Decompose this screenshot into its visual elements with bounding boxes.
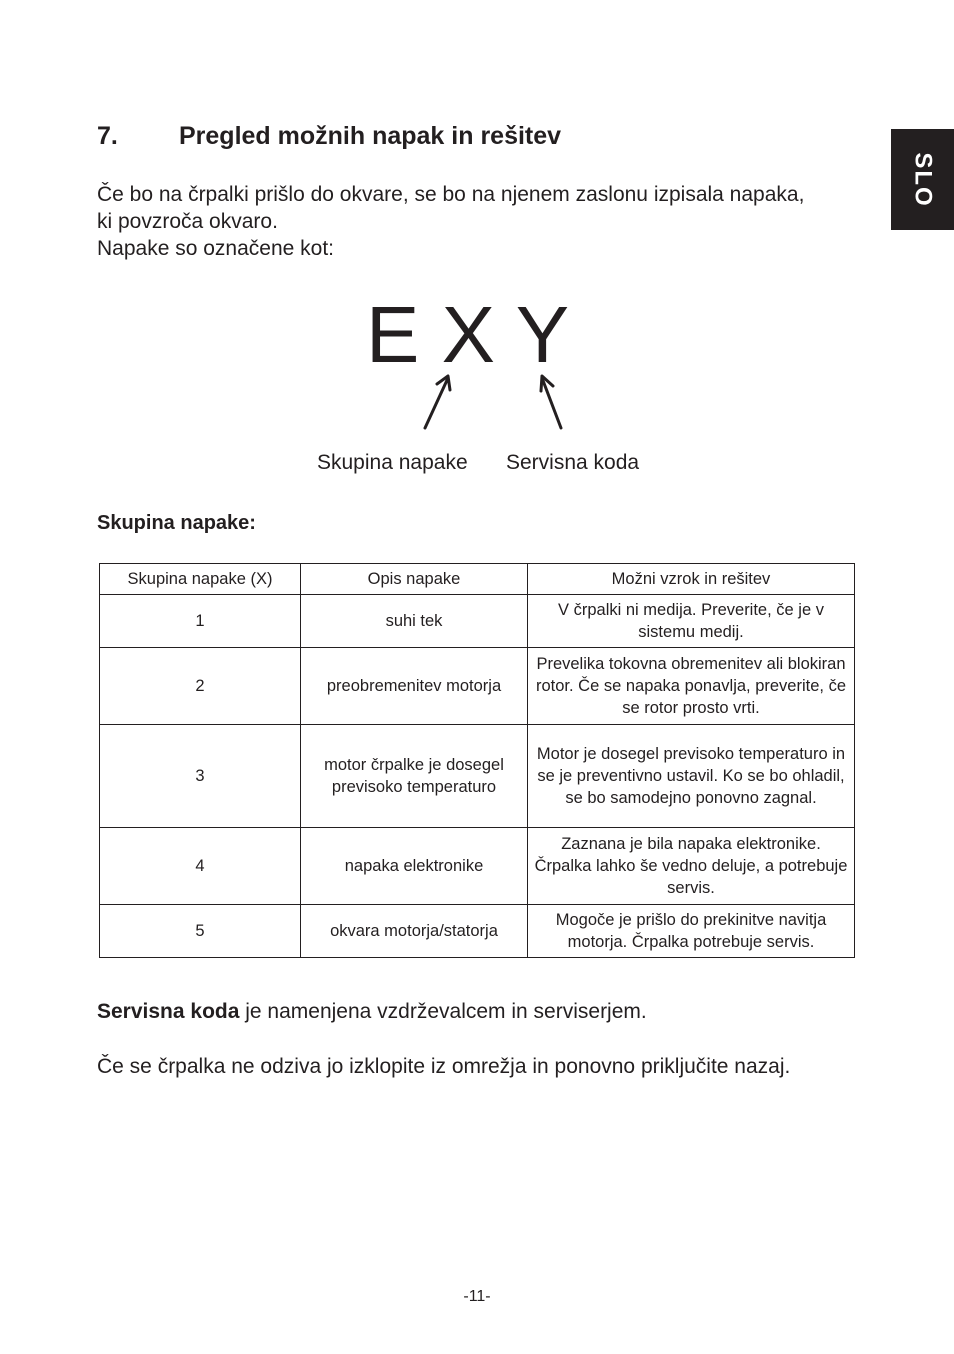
intro-line-1: Če bo na črpalki prišlo do okvare, se bo na njenem zaslonu izpisala napaka,: [97, 183, 805, 206]
error-code-format: E X Y: [366, 290, 570, 379]
table-header-row: [100, 564, 855, 595]
cell-solution: Zaznana je bila napaka elektronike. Črpalka lahko še vedno deluje, a potrebuje servis.: [528, 828, 855, 905]
cell-description: okvara motorja/statorja: [301, 905, 528, 958]
cell-description: motor črpalke je dosegel previsoko temperaturo: [301, 725, 528, 828]
intro-line-3: Napake so označene kot:: [97, 237, 334, 260]
reset-note: Če se črpalka ne odziva jo izklopite iz omrežja in ponovno priključite nazaj.: [97, 1055, 791, 1078]
arrow-to-x-icon: [425, 376, 450, 428]
page-number: -11-: [463, 1288, 491, 1305]
cell-description: suhi tek: [301, 595, 528, 648]
label-skupina-napake: Skupina napake: [317, 451, 468, 474]
section-title: Pregled možnih napak in rešitev: [179, 122, 562, 150]
cell-solution: V črpalki ni medija. Preverite, če je v sistemu medij.: [528, 595, 855, 648]
table-heading: Skupina napake:: [97, 512, 256, 534]
section-number: 7.: [97, 122, 118, 150]
cell-description: napaka elektronike: [301, 828, 528, 905]
cell-group: 2: [100, 648, 301, 725]
table-row: [100, 648, 855, 725]
table-row: [100, 905, 855, 958]
label-servisna-koda: Servisna koda: [506, 451, 640, 474]
cell-solution: Mogoče je prišlo do prekinitve navitja motorja. Črpalka potrebuje servis.: [528, 905, 855, 958]
language-tab-label: SLO: [909, 151, 937, 208]
header-solution: Možni vzrok in rešitev: [528, 564, 855, 595]
cell-solution: Motor je dosegel previsoko temperaturo in se je preventivno ustavil. Ko se bo ohladil, se bo samodejno ponovno zagnal.: [528, 725, 855, 828]
cell-group: 1: [100, 595, 301, 648]
service-code-rest: je namenjena vzdrževalcem in serviserjem.: [239, 1000, 647, 1023]
cell-solution: Prevelika tokovna obremenitev ali blokiran rotor. Če se napaka ponavlja, preverite, če se rotor prosto vrti.: [528, 648, 855, 725]
cell-description: preobremenitev motorja: [301, 648, 528, 725]
header-description: Opis napake: [301, 564, 528, 595]
service-code-note: [97, 1000, 647, 1024]
service-code-bold: Servisna koda: [97, 1000, 240, 1023]
table-row: [100, 828, 855, 905]
error-table: [99, 563, 855, 958]
table-row: [100, 725, 855, 828]
cell-group: 4: [100, 828, 301, 905]
table-row: [100, 595, 855, 648]
cell-group: 5: [100, 905, 301, 958]
cell-group: 3: [100, 725, 301, 828]
arrow-to-y-icon: [541, 376, 561, 428]
intro-line-2: ki povzroča okvaro.: [97, 210, 278, 233]
header-group: Skupina napake (X): [100, 564, 301, 595]
